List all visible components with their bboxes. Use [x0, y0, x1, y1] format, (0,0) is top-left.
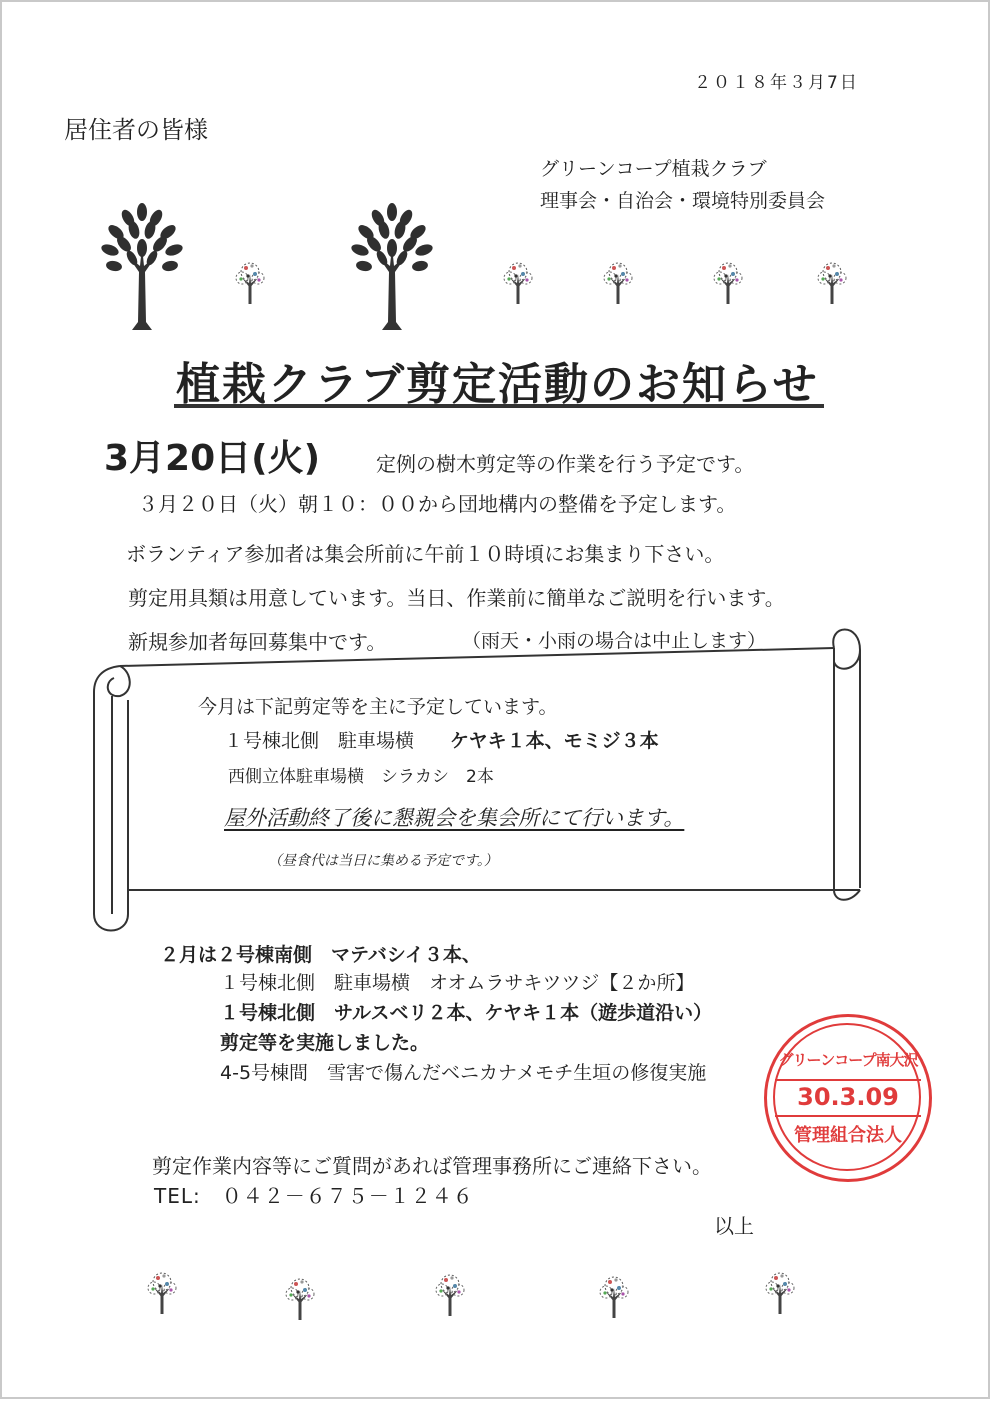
- scroll-line: 西側立体駐車場横 シラカシ 2本: [228, 767, 494, 787]
- february-report-line: 4-5号棟間 雪害で傷んだベニカナメモチ生垣の修復実施: [220, 1062, 707, 1084]
- event-detail-line: 新規参加者毎回募集中です。: [128, 630, 387, 654]
- page-title: 植栽クラブ剪定活動のお知らせ: [176, 359, 819, 410]
- february-report-line: １号棟北側 サルスベリ２本、ケヤキ１本（遊歩道沿い）: [220, 1002, 713, 1024]
- received-stamp: [764, 1014, 932, 1182]
- rain-note: （雨天・小雨の場合は中止します）: [462, 630, 767, 652]
- small-tree-icon: [604, 263, 632, 304]
- february-report-line: 剪定等を実施しました。: [220, 1032, 430, 1054]
- small-tree-icon: [600, 1277, 628, 1318]
- contact-text: 剪定作業内容等にご質問があれば管理事務所にご連絡下さい。: [152, 1154, 712, 1178]
- event-detail-line: ３月２０日（火）朝１０：００から団地構内の整備を予定します。: [138, 492, 737, 516]
- small-tree-icon: [818, 263, 846, 304]
- contact-phone: TEL: ０４２－６７５－１２４６: [154, 1184, 474, 1208]
- stamp-organization: グリーンコープ南大沢: [778, 1051, 918, 1069]
- issue-date: ２０１８年３月7日: [694, 73, 859, 93]
- small-tree-icon: [148, 1273, 176, 1314]
- february-report-line: １号棟北側 駐車場横 オオムラサキツツジ【２か所】: [220, 972, 695, 994]
- small-tree-icon: [286, 1279, 314, 1320]
- organization-line-2: 理事会・自治会・環境特別委員会: [540, 190, 826, 212]
- event-detail-line: 剪定用具類は用意しています。当日、作業前に簡単なご説明を行います。: [128, 586, 785, 610]
- event-detail-line: ボランティア参加者は集会所前に午前１０時頃にお集まり下さい。: [126, 542, 725, 566]
- scroll-line: 今月は下記剪定等を主に予定しています。: [198, 696, 558, 718]
- small-tree-icon: [714, 263, 742, 304]
- addressee: 居住者の皆様: [64, 116, 208, 144]
- social-gathering-note: 屋外活動終了後に懇親会を集会所にて行います。: [224, 806, 685, 830]
- closing-text: 以上: [714, 1214, 754, 1238]
- big-tree-icon: [100, 203, 184, 330]
- scroll-line: ケヤキ１本、モミジ３本: [450, 730, 659, 752]
- february-report-line: ２月は２号棟南側 マテバシイ３本、: [160, 944, 481, 966]
- scroll-line: １号棟北側 駐車場横: [224, 730, 415, 752]
- title-underline: [174, 404, 824, 408]
- organization-line-1: グリーンコープ植栽クラブ: [540, 158, 767, 180]
- small-tree-icon: [436, 1275, 464, 1316]
- stamp-date: 30.3.09: [797, 1083, 899, 1111]
- small-tree-icon: [504, 263, 532, 304]
- small-tree-icon: [236, 263, 264, 304]
- event-date: 3月20日(火): [104, 438, 321, 479]
- lunch-note: （昼食代は当日に集める予定です。）: [268, 853, 498, 869]
- big-tree-icon: [350, 203, 434, 330]
- small-tree-icon: [766, 1273, 794, 1314]
- stamp-office: 管理組合法人: [794, 1125, 902, 1146]
- event-intro: 定例の樹木剪定等の作業を行う予定です。: [376, 452, 755, 476]
